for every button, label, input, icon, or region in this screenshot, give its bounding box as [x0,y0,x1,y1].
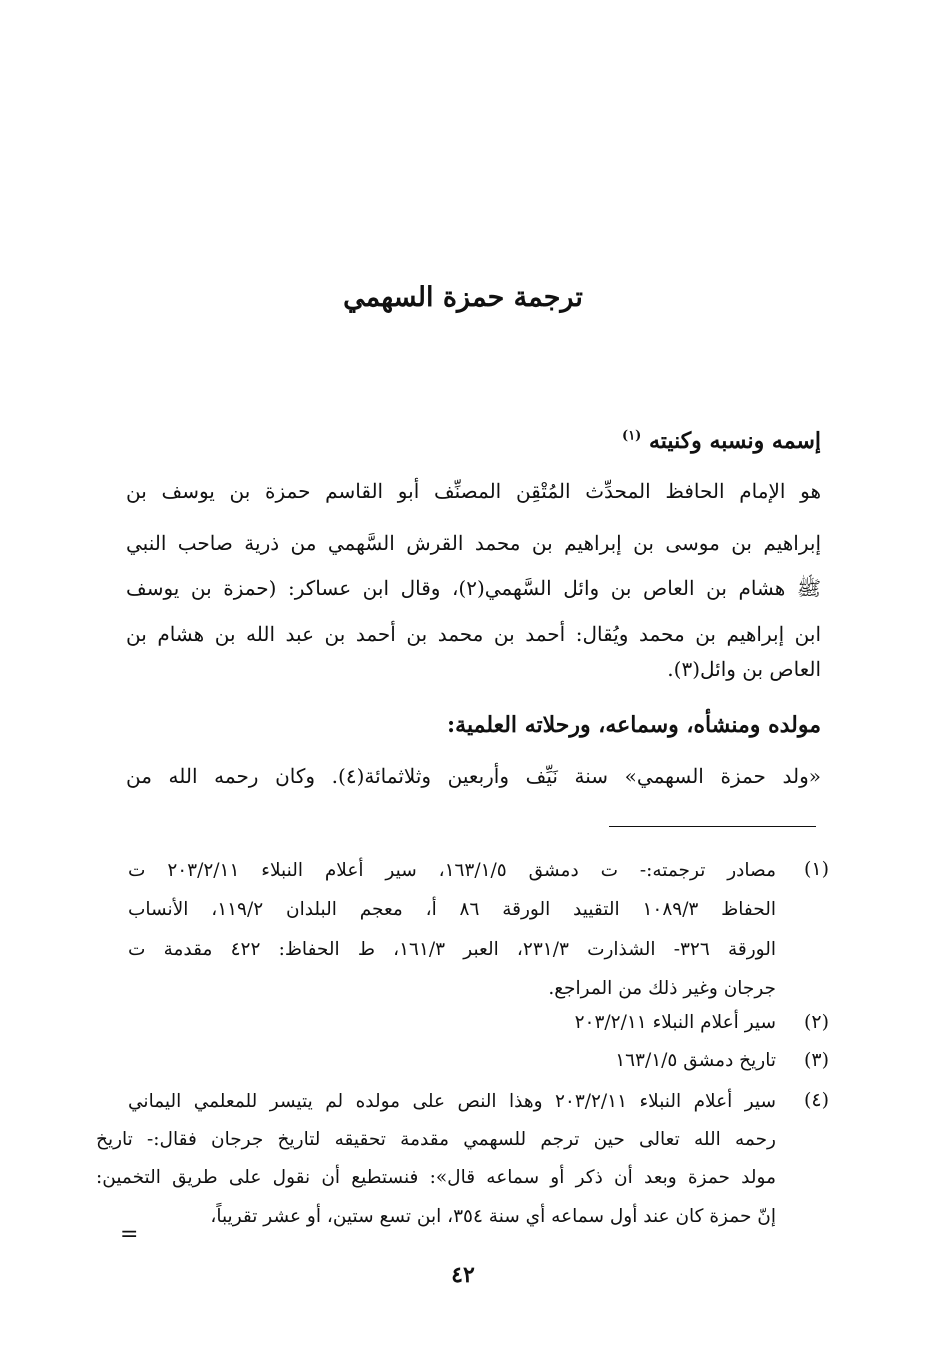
continuation-mark: = [120,1222,139,1247]
footnote-line: جرجان وغير ذلك من المراجع. [548,978,776,999]
body-line: ﷺ هشام بن العاص بن وائل السَّهمي(٢)، وقال ابن عساكر: (حمزة بن يوسف [126,576,821,600]
footnote-line: سير أعلام النبلاء ٢٠٣/٢/١١ وهذا النص على مولده لم يتيسر للمعلمي اليماني [128,1091,776,1112]
footnote-number: (٢) [803,1011,829,1033]
footnote-separator [609,826,816,827]
footnote-line: مولد حمزة وبعد أن ذكر أو سماعه قال»: فنستطيع أن نقول على طريق التخمين: [96,1167,776,1188]
footnote-ref: (١) [622,428,642,444]
footnote-line: مصادر ترجمته:- ت دمشق ١٦٣/١/٥، سير أعلام النبلاء ٢٠٣/٢/١١ ت [128,860,776,881]
body-line: ابن إبراهيم بن محمد ويُقال: أحمد بن محمد بن أحمد بن عبد الله بن هشام بن [126,622,821,646]
body-line: هو الإمام الحافظ المحدِّث المُتْقِن المصنِّف أبو القاسم حمزة بن يوسف بن [126,479,821,503]
body-line: إبراهيم بن موسى بن إبراهيم بن محمد القرش السَّهمي من ذرية صاحب النبي [126,531,821,555]
footnote-line: الورقة ٣٢٦- الشذارت ٢٣١/٣، العبر ١٦١/٣، ط الحفاظ: ٤٢٢ مقدمة ت [128,939,777,960]
footnote-line: إنّ حمزة كان عند أول سماعه أي سنة ٣٥٤، ابن تسع ستين، أو عشر تقريباً، [210,1206,776,1227]
page-number: ٤٢ [451,1262,475,1288]
footnote-line: سير أعلام النبلاء ٢٠٣/٢/١١ [574,1012,776,1033]
body-line: «ولد حمزة السهمي» سنة نَيِّف وأربعين وثلاثمائة(٤). وكان رحمه الله من [126,764,822,788]
footnote-number: (١) [803,858,829,880]
footnote-line: رحمه الله تعالى حين ترجم للسهمي مقدمة تحقيقه لتاريخ جرجان فقال:- تاريخ [96,1129,776,1150]
body-line: العاص بن وائل(٣). [667,657,821,681]
section-heading-name [622,428,821,454]
footnote-number: (٣) [803,1049,829,1071]
page-title: ترجمة حمزة السهمي [343,282,583,313]
footnote-line: تاريخ دمشق ١٦٣/١/٥ [615,1050,776,1071]
section-heading-birth: مولده ومنشأه، وسماعه، ورحلاته العلمية: [447,712,821,738]
footnote-number: (٤) [803,1089,829,1111]
section-heading-text: إسمه ونسبه وكنيته [649,428,821,454]
footnote-line: الحفاظ ١٠٨٩/٣ التقييد الورقة ٨٦ أ، معجم البلدان ١١٩/٢، الأنساب [128,899,777,920]
